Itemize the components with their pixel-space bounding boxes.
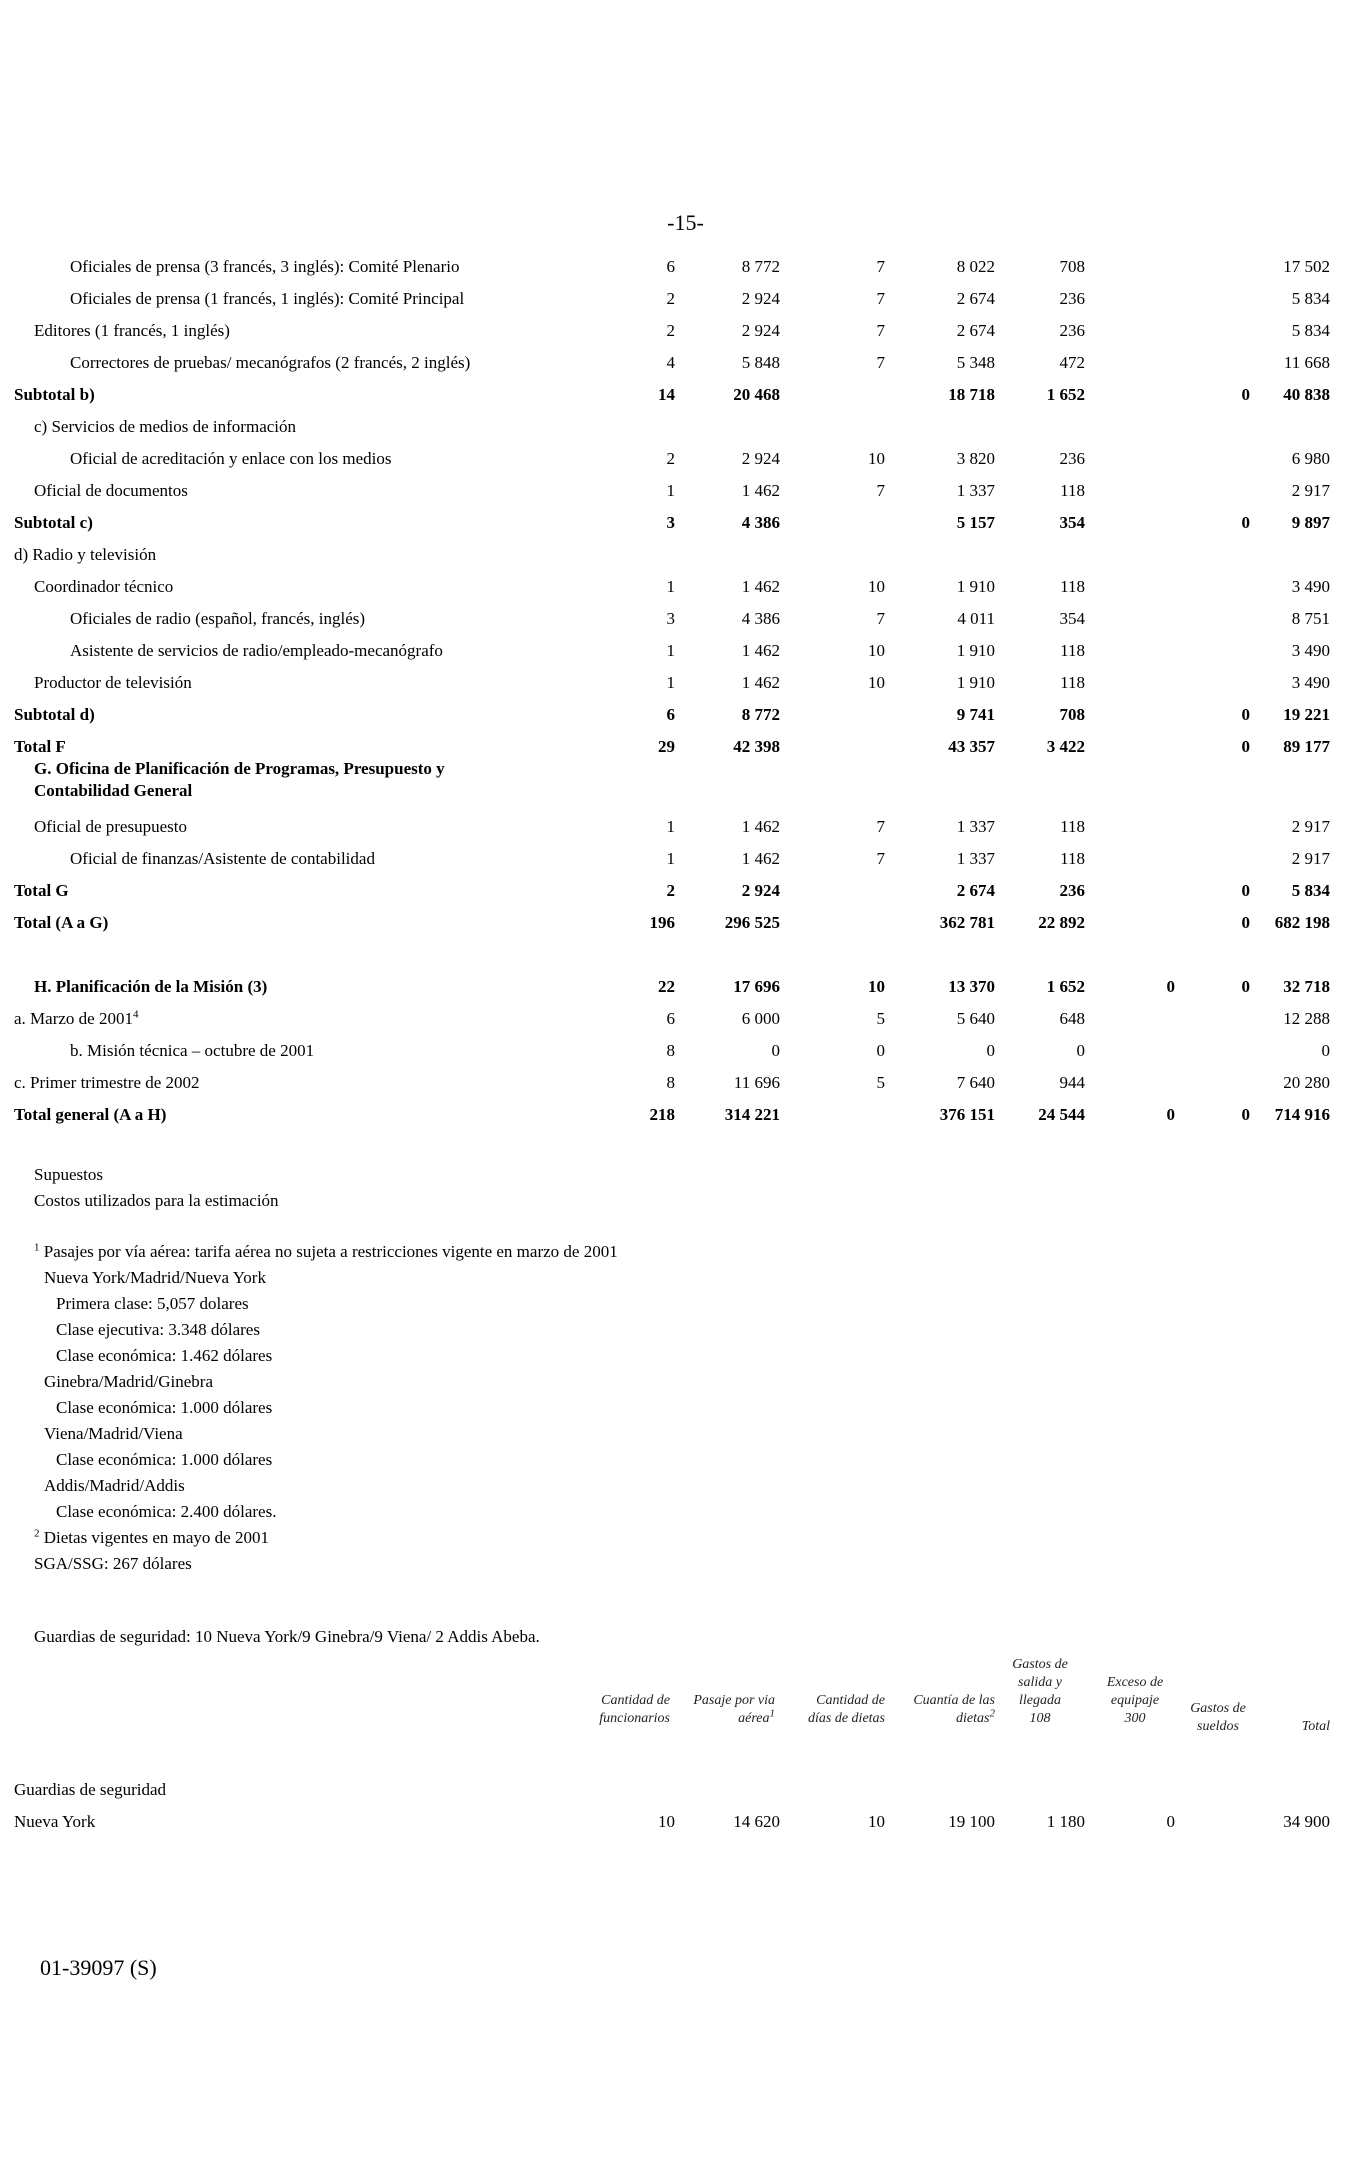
table-cell: 296 525 (724, 913, 780, 932)
row-label-text: c. Primer trimestre de 2002 (14, 1073, 200, 1092)
table-cell: 4 386 (741, 513, 780, 532)
table-row (0, 319, 1371, 343)
table-cell: 1 337 (956, 817, 995, 836)
table-row (0, 703, 1371, 727)
row-label (14, 1007, 138, 1031)
table-cell: 5 348 (956, 353, 995, 372)
table-cell: 5 834 (1291, 321, 1330, 340)
row-label (34, 415, 296, 439)
table-cell: 10 (868, 641, 885, 660)
footnote-1-text: Pasajes por vía aérea: tarifa aérea no sujeta a restricciones vigente en marzo de 2001 (39, 1242, 618, 1261)
table-cell: 714 916 (1274, 1105, 1330, 1124)
table-row (0, 383, 1371, 407)
table-row (0, 1071, 1371, 1095)
table-row (0, 639, 1371, 663)
route-addis: Addis/Madrid/Addis (44, 1476, 185, 1495)
table-cell: 3 422 (1046, 737, 1085, 756)
table-cell: 1 652 (1046, 385, 1085, 404)
header-airfare (665, 1692, 775, 1728)
row-label-text: Coordinador técnico (34, 577, 174, 596)
row-label (14, 383, 95, 407)
table-cell: 11 696 (733, 1073, 780, 1092)
row-label (14, 879, 69, 903)
table-cell: 6 (666, 257, 675, 276)
row-label (14, 911, 108, 935)
header-airfare-sup: 1 (769, 1707, 775, 1720)
table-cell: 1 910 (956, 577, 995, 596)
table-cell: 236 (1059, 321, 1085, 340)
section-g-heading (0, 759, 1371, 811)
row-label (14, 703, 95, 727)
table-cell: 218 (649, 1105, 675, 1124)
table-cell: 5 157 (956, 513, 995, 532)
header-airfare-line1: Pasaje por via (693, 1693, 775, 1708)
table-cell: 708 (1059, 257, 1085, 276)
row-label-sup: 4 (132, 1008, 139, 1021)
header-dsa-days-line1: Cantidad de (816, 1693, 885, 1708)
table-cell: 2 (666, 321, 675, 340)
guards-row-ny (0, 1810, 1371, 1834)
header-dsa-amount-sup: 2 (989, 1707, 995, 1720)
table-cell: 1 462 (741, 673, 780, 692)
table-cell: 5 (876, 1073, 885, 1092)
header-staff-count-line2: funcionarios (599, 1711, 670, 1726)
fare-economy-viena: Clase económica: 1.000 dólares (56, 1450, 273, 1469)
table-row (0, 1039, 1371, 1063)
table-row (0, 255, 1371, 279)
row-label (14, 543, 156, 567)
row-label (70, 447, 391, 471)
row-label-text: Oficiales de prensa (3 francés, 3 inglés): Comité Plenario (70, 257, 460, 276)
footnote-2 (34, 1526, 269, 1550)
row-label-text: Oficial de acreditación y enlace con los medios (70, 449, 392, 468)
row-label (34, 575, 173, 599)
table-cell: 1 462 (741, 817, 780, 836)
table-cell: 3 490 (1291, 577, 1330, 596)
table-cell: 4 386 (741, 609, 780, 628)
table-cell: 7 (876, 289, 885, 308)
table-cell: 0 (986, 1041, 995, 1060)
table-cell: 196 (649, 913, 675, 932)
row-label (34, 975, 267, 999)
row-label-text: Productor de televisión (34, 673, 192, 692)
table-cell: 6 (666, 705, 675, 724)
route-ginebra: Ginebra/Madrid/Ginebra (44, 1372, 213, 1391)
table-cell: 8 022 (956, 257, 995, 276)
header-excess-rate: 300 (1124, 1711, 1146, 1726)
table-row (0, 287, 1371, 311)
table-cell: 6 980 (1291, 449, 1330, 468)
table-cell: 4 (666, 353, 675, 372)
table-cell: 2 917 (1291, 817, 1330, 836)
fare-first: Primera clase: 5,057 dolares (56, 1294, 249, 1313)
row-label-text: Oficial de finanzas/Asistente de contabilidad (70, 849, 375, 868)
row-label (14, 735, 66, 759)
table-cell: 1 462 (741, 849, 780, 868)
row-label-text: Total general (A a H) (14, 1105, 167, 1124)
table-cell: 7 (876, 817, 885, 836)
header-excess-line1: Exceso de (1106, 1675, 1164, 1690)
table-cell: 0 (1241, 513, 1250, 532)
guards-label: Guardias de seguridad (14, 1780, 167, 1799)
row-label-text: Total (A a G) (14, 913, 109, 932)
table-cell: 8 751 (1291, 609, 1330, 628)
header-terminal-line3: llegada (1019, 1693, 1061, 1708)
table-cell: 1 462 (741, 641, 780, 660)
table-cell: 10 (868, 449, 885, 468)
table-cell: 1 (666, 481, 675, 500)
table-cell: 0 (876, 1041, 885, 1060)
section-g-line1: G. Oficina de Planificación de Programas, Presupuesto y (34, 759, 445, 778)
table-cell: 10 (868, 977, 885, 996)
header-terminal (995, 1656, 1085, 1728)
table-cell: 7 (876, 609, 885, 628)
table-cell: 1 (666, 849, 675, 868)
table-cell: 2 924 (741, 321, 780, 340)
costos-label: Costos utilizados para la estimación (34, 1191, 279, 1210)
header-terminal-line2: salida y (1018, 1675, 1062, 1690)
guards-cell: 14 620 (733, 1812, 780, 1831)
table-cell: 2 674 (956, 321, 995, 340)
table-cell: 18 718 (948, 385, 995, 404)
table-cell: 236 (1059, 881, 1085, 900)
row-label (34, 671, 192, 695)
table-cell: 20 280 (1283, 1073, 1330, 1092)
footnote-1 (34, 1240, 618, 1264)
fare-economy-addis: Clase económica: 2.400 dólares. (56, 1502, 277, 1521)
table-cell: 118 (1060, 817, 1085, 836)
table-cell: 118 (1060, 577, 1085, 596)
table-cell: 4 011 (957, 609, 995, 628)
table-cell: 362 781 (939, 913, 995, 932)
table-cell: 3 490 (1291, 673, 1330, 692)
footnote-2-mark: 2 (34, 1527, 40, 1540)
document-symbol: 01-39097 (S) (40, 1955, 157, 1980)
table-cell: 7 (876, 849, 885, 868)
table-cell: 1 337 (956, 481, 995, 500)
guards-cell: 1 180 (1046, 1812, 1085, 1831)
table-cell: 40 838 (1283, 385, 1330, 404)
table-cell: 118 (1060, 481, 1085, 500)
row-label-text: Correctores de pruebas/ mecanógrafos (2 francés, 2 inglés) (70, 353, 471, 372)
table-cell: 8 772 (741, 705, 780, 724)
table-cell: 2 924 (741, 289, 780, 308)
table-cell: 2 (666, 289, 675, 308)
table-row (0, 1007, 1371, 1031)
row-label-text: c) Servicios de medios de información (34, 417, 297, 436)
table-cell: 376 151 (939, 1105, 995, 1124)
table-cell: 0 (1241, 1105, 1250, 1124)
guards-label-row (0, 1778, 1371, 1802)
row-label (70, 639, 443, 663)
table-cell: 0 (771, 1041, 780, 1060)
table-cell: 3 820 (956, 449, 995, 468)
header-dsa-amount-line1: Cuantía de las (913, 1693, 995, 1708)
table-cell: 10 (868, 673, 885, 692)
row-label-text: Editores (1 francés, 1 inglés) (34, 321, 230, 340)
table-row (0, 479, 1371, 503)
table-cell: 0 (1076, 1041, 1085, 1060)
table-cell: 7 (876, 353, 885, 372)
table-cell: 22 892 (1038, 913, 1085, 932)
table-cell: 1 (666, 641, 675, 660)
row-label-text: Oficiales de radio (español, francés, inglés) (70, 609, 366, 628)
table-cell: 354 (1059, 513, 1085, 532)
table-cell: 8 (666, 1041, 675, 1060)
table-cell: 2 924 (741, 449, 780, 468)
table-row (0, 351, 1371, 375)
header-dsa-amount-text: dietas (956, 1711, 990, 1726)
table-cell: 1 910 (956, 641, 995, 660)
table-cell: 3 (666, 513, 675, 532)
guards-cell: 0 (1166, 1812, 1175, 1831)
row-label (14, 511, 93, 535)
table-row (0, 607, 1371, 631)
guards-cell: 10 (658, 1812, 675, 1831)
table-cell: 472 (1059, 353, 1085, 372)
table-cell: 0 (1241, 737, 1250, 756)
guards-cell: 34 900 (1283, 1812, 1330, 1831)
table-cell: 6 000 (741, 1009, 780, 1028)
table-cell: 24 544 (1038, 1105, 1085, 1124)
table-cell: 2 (666, 449, 675, 468)
fare-economy-ny: Clase económica: 1.462 dólares (56, 1346, 273, 1365)
row-label (70, 607, 365, 631)
row-label (14, 1071, 200, 1095)
table-cell: 14 (658, 385, 675, 404)
table-row (0, 1103, 1371, 1127)
row-label (34, 479, 188, 503)
table-cell: 42 398 (733, 737, 780, 756)
route-ny: Nueva York/Madrid/Nueva York (44, 1268, 266, 1287)
row-label-text: Subtotal c) (14, 513, 93, 532)
row-label-text: b. Misión técnica – octubre de 2001 (70, 1041, 315, 1060)
table-cell: 3 490 (1291, 641, 1330, 660)
fare-business: Clase ejecutiva: 3.348 dólares (56, 1320, 260, 1339)
table-cell: 9 741 (956, 705, 995, 724)
table-cell: 3 (666, 609, 675, 628)
table-cell: 11 668 (1283, 353, 1330, 372)
row-label (34, 815, 187, 839)
table-row (0, 975, 1371, 999)
table-cell: 708 (1059, 705, 1085, 724)
table-cell: 20 468 (733, 385, 780, 404)
header-salaries-line2: sueldos (1197, 1719, 1239, 1734)
header-terminal-rate: 108 (1029, 1711, 1051, 1726)
guards-row-label: Nueva York (14, 1812, 96, 1831)
table-cell: 1 (666, 817, 675, 836)
table-cell: 0 (1241, 881, 1250, 900)
footnote-1-mark: 1 (34, 1241, 40, 1254)
row-label (70, 351, 470, 375)
table-cell: 2 (666, 881, 675, 900)
table-cell: 5 640 (956, 1009, 995, 1028)
table-cell: 2 924 (741, 881, 780, 900)
table-row (0, 575, 1371, 599)
row-label (70, 287, 464, 311)
table-cell: 12 288 (1283, 1009, 1330, 1028)
table-cell: 13 370 (948, 977, 995, 996)
table-cell: 1 652 (1046, 977, 1085, 996)
table-cell: 7 (876, 257, 885, 276)
header-airfare-text: aérea (738, 1711, 770, 1726)
table-cell: 648 (1059, 1009, 1085, 1028)
row-label (70, 1039, 314, 1063)
table-cell: 17 502 (1283, 257, 1330, 276)
table-cell: 7 (876, 321, 885, 340)
table-row (0, 671, 1371, 695)
route-viena: Viena/Madrid/Viena (44, 1424, 183, 1443)
row-label-text: a. Marzo de 2001 (14, 1009, 133, 1028)
table-cell: 1 910 (956, 673, 995, 692)
table-cell: 2 674 (956, 289, 995, 308)
header-total: Total (1301, 1719, 1330, 1734)
header-dsa-amount (880, 1692, 995, 1728)
row-label (70, 847, 375, 871)
header-salaries-line1: Gastos de (1190, 1701, 1246, 1716)
supuestos-label: Supuestos (34, 1165, 103, 1184)
row-label-text: H. Planificación de la Misión (3) (34, 977, 268, 996)
table-cell: 89 177 (1283, 737, 1330, 756)
sga-rate: SGA/SSG: 267 dólares (34, 1554, 192, 1573)
row-label-text: Oficial de documentos (34, 481, 188, 500)
table-cell: 10 (868, 577, 885, 596)
header-dsa-days (770, 1692, 885, 1728)
table-cell: 32 718 (1283, 977, 1330, 996)
table-row (0, 879, 1371, 903)
guards-cell: 19 100 (948, 1812, 995, 1831)
table-row (0, 815, 1371, 839)
header-airfare-line2 (665, 1707, 775, 1728)
table-cell: 5 (876, 1009, 885, 1028)
table-cell: 17 696 (733, 977, 780, 996)
table-cell: 118 (1060, 849, 1085, 868)
table-cell: 0 (1166, 1105, 1175, 1124)
table-cell: 2 917 (1291, 481, 1330, 500)
table-cell: 43 357 (948, 737, 995, 756)
table-cell: 354 (1059, 609, 1085, 628)
table-cell: 5 848 (741, 353, 780, 372)
row-label-text: Asistente de servicios de radio/empleado-mecanógrafo (70, 641, 443, 660)
row-label (34, 319, 230, 343)
table-cell: 6 (666, 1009, 675, 1028)
table-row (0, 735, 1371, 759)
table-cell: 314 221 (724, 1105, 780, 1124)
table-cell: 118 (1060, 641, 1085, 660)
table-cell: 29 (658, 737, 675, 756)
table-cell: 7 640 (956, 1073, 995, 1092)
page-number: -15- (667, 210, 704, 235)
header-staff-count (560, 1692, 670, 1728)
header-excess-baggage (1095, 1674, 1175, 1728)
row-label-text: Oficial de presupuesto (34, 817, 187, 836)
table-row (0, 415, 1371, 439)
table-row (0, 447, 1371, 471)
table-cell: 2 917 (1291, 849, 1330, 868)
table-cell: 682 198 (1274, 913, 1330, 932)
table-row (0, 543, 1371, 567)
row-label-text: d) Radio y televisión (14, 545, 157, 564)
fare-economy-ginebra: Clase económica: 1.000 dólares (56, 1398, 273, 1417)
row-label-text: Total F (14, 737, 66, 756)
header-dsa-amount-line2 (880, 1707, 995, 1728)
row-label-text: Oficiales de prensa (1 francés, 1 inglés): Comité Principal (70, 289, 465, 308)
table-row (0, 511, 1371, 535)
header-excess-line2: equipaje (1110, 1693, 1160, 1708)
table-cell: 0 (1241, 385, 1250, 404)
table-cell: 236 (1059, 449, 1085, 468)
row-label-text: Total G (14, 881, 69, 900)
table-cell: 118 (1060, 673, 1085, 692)
section-g-line2: Contabilidad General (34, 781, 193, 800)
table-cell: 0 (1241, 977, 1250, 996)
table-row (0, 911, 1371, 935)
guards-cell: 10 (868, 1812, 885, 1831)
table-cell: 8 772 (741, 257, 780, 276)
table-cell: 5 834 (1291, 881, 1330, 900)
table-cell: 1 (666, 673, 675, 692)
table-cell: 1 (666, 577, 675, 596)
table-row (0, 847, 1371, 871)
table-cell: 19 221 (1283, 705, 1330, 724)
table-cell: 9 897 (1291, 513, 1330, 532)
table-cell: 0 (1241, 913, 1250, 932)
row-label-text: Subtotal b) (14, 385, 95, 404)
row-label (70, 255, 459, 279)
table-cell: 7 (876, 481, 885, 500)
table-cell: 1 337 (956, 849, 995, 868)
table-cell: 0 (1166, 977, 1175, 996)
table-cell: 5 834 (1291, 289, 1330, 308)
table-cell: 236 (1059, 289, 1085, 308)
table-cell: 0 (1321, 1041, 1330, 1060)
header-staff-count-line1: Cantidad de (601, 1693, 670, 1708)
guards-intro: Guardias de seguridad: 10 Nueva York/9 Ginebra/9 Viena/ 2 Addis Abeba. (34, 1627, 540, 1646)
table-cell: 2 674 (956, 881, 995, 900)
table-cell: 8 (666, 1073, 675, 1092)
table-cell: 1 462 (741, 481, 780, 500)
table-cell: 1 462 (741, 577, 780, 596)
table-cell: 0 (1241, 705, 1250, 724)
footnote-2-text: Dietas vigentes en mayo de 2001 (39, 1528, 269, 1547)
row-label (14, 1103, 166, 1127)
table-cell: 22 (658, 977, 675, 996)
header-terminal-line1: Gastos de (1012, 1657, 1068, 1672)
row-label-text: Subtotal d) (14, 705, 95, 724)
header-dsa-days-line2: días de dietas (808, 1711, 885, 1726)
table-cell: 944 (1059, 1073, 1085, 1092)
